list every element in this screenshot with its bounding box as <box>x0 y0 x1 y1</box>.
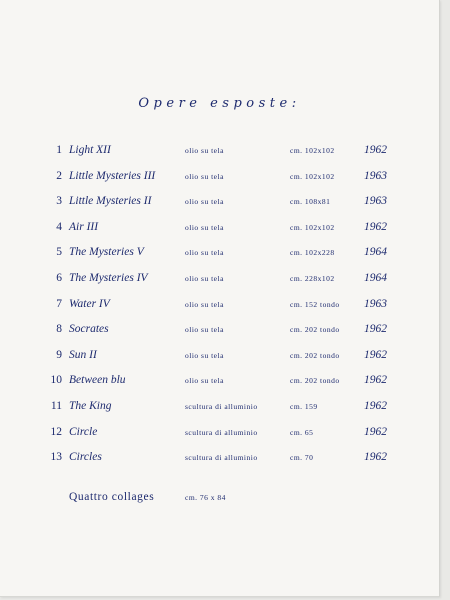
work-title: Little Mysteries III <box>69 169 156 182</box>
work-year: 1962 <box>364 399 387 412</box>
work-medium: olio su tela <box>185 171 224 181</box>
work-year: 1963 <box>364 297 387 310</box>
work-row <box>0 193 439 219</box>
works-list <box>0 142 439 475</box>
work-row <box>0 321 439 347</box>
work-number: 8 <box>56 323 62 336</box>
work-year: 1962 <box>364 323 387 336</box>
work-size: cm. 102x102 <box>290 146 335 155</box>
work-medium: scultura di alluminio <box>185 401 258 411</box>
work-medium: olio su tela <box>185 273 224 283</box>
work-medium: olio su tela <box>185 299 224 309</box>
work-number: 5 <box>56 246 62 259</box>
work-year: 1963 <box>364 195 387 208</box>
work-number: 13 <box>50 451 62 464</box>
work-medium: scultura di alluminio <box>185 453 258 463</box>
work-size: cm. 65 <box>290 427 314 437</box>
work-medium: olio su tela <box>185 197 224 207</box>
work-title: Sun II <box>69 348 97 361</box>
work-year: 1964 <box>364 246 387 259</box>
work-number: 9 <box>56 348 62 361</box>
work-size: cm. 159 <box>290 401 318 411</box>
work-year: 1962 <box>364 144 387 156</box>
work-number: 3 <box>56 195 62 208</box>
work-title: Little Mysteries II <box>69 195 152 208</box>
work-number: 12 <box>50 425 62 438</box>
work-title: Air III <box>69 220 99 233</box>
work-row <box>0 296 439 322</box>
work-size: cm. 70 <box>290 453 314 463</box>
work-row <box>0 398 439 424</box>
work-title: The King <box>69 399 112 412</box>
work-year: 1962 <box>364 451 387 464</box>
work-title: The Mysteries V <box>69 246 144 259</box>
work-medium: olio su tela <box>185 248 224 258</box>
work-row <box>0 424 439 450</box>
work-size: cm. 228x102 <box>290 273 335 283</box>
work-title: Circle <box>69 425 98 438</box>
work-size: cm. 102x102 <box>290 222 335 232</box>
work-medium: olio su tela <box>185 350 224 360</box>
work-medium: scultura di alluminio <box>185 427 258 437</box>
work-title: Light XII <box>69 144 111 156</box>
work-size: cm. 152 tondo <box>290 299 340 309</box>
work-medium: olio su tela <box>185 376 224 386</box>
work-number: 4 <box>56 220 62 233</box>
work-number: 7 <box>56 297 62 310</box>
work-size: cm. 108x81 <box>290 197 331 207</box>
work-year: 1962 <box>364 374 387 387</box>
work-row <box>0 244 439 270</box>
work-year: 1962 <box>364 220 387 233</box>
work-number: 6 <box>56 271 62 284</box>
work-size: cm. 202 tondo <box>290 376 340 386</box>
work-medium: olio su tela <box>185 222 224 232</box>
collages-title: Quattro collages <box>69 491 155 503</box>
work-size: cm. 202 tondo <box>290 350 340 360</box>
work-year: 1963 <box>364 169 387 182</box>
work-row <box>0 347 439 373</box>
work-row <box>0 219 439 245</box>
work-number: 10 <box>50 374 62 387</box>
work-year: 1962 <box>364 348 387 361</box>
work-year: 1964 <box>364 271 387 284</box>
work-number: 2 <box>56 169 62 182</box>
work-title: Water IV <box>69 297 110 310</box>
work-row <box>0 168 439 194</box>
work-title: Between blu <box>69 374 126 387</box>
work-title: The Mysteries IV <box>69 271 148 284</box>
work-row <box>0 142 439 168</box>
collages-size: cm. 76 x 84 <box>185 493 226 502</box>
work-medium: olio su tela <box>185 325 224 335</box>
work-size: cm. 202 tondo <box>290 325 340 335</box>
work-row <box>0 449 439 475</box>
work-title: Circles <box>69 451 102 464</box>
work-title: Socrates <box>69 323 109 336</box>
work-year: 1962 <box>364 425 387 438</box>
work-medium: olio su tela <box>185 146 224 155</box>
work-number: 1 <box>56 144 62 156</box>
work-size: cm. 102x228 <box>290 248 335 258</box>
page-heading: Opere esposte: <box>138 96 301 111</box>
work-row <box>0 270 439 296</box>
work-row <box>0 372 439 398</box>
work-number: 11 <box>50 399 62 412</box>
work-size: cm. 102x102 <box>290 171 335 181</box>
